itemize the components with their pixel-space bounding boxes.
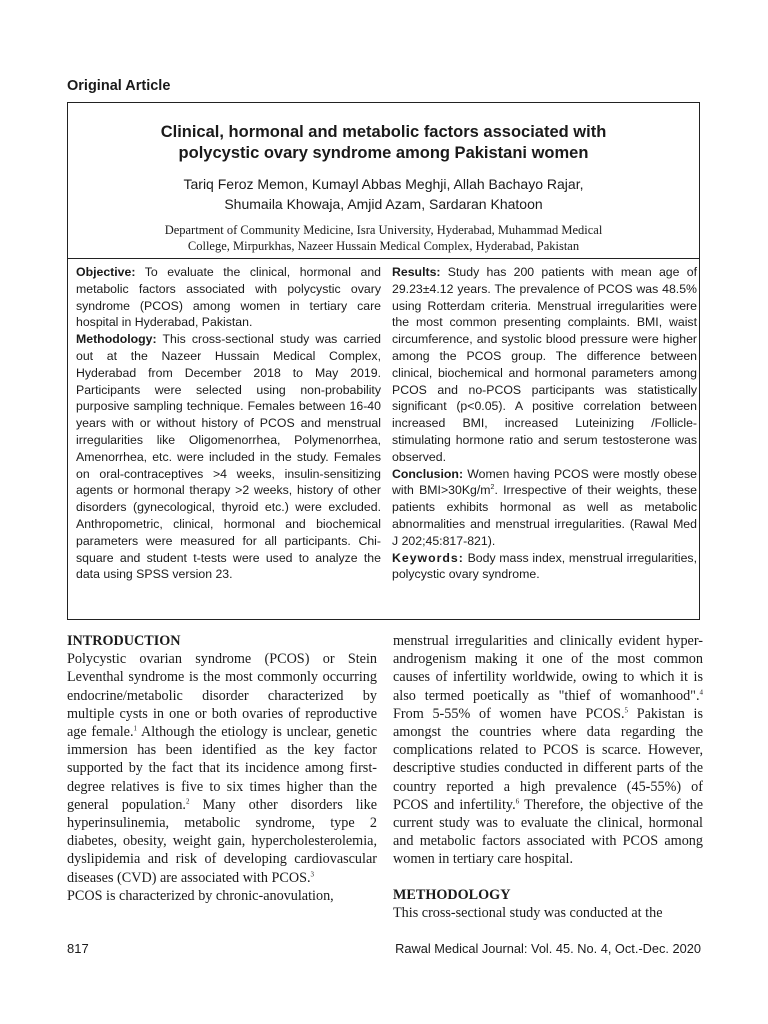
- page-number: 817: [67, 941, 89, 956]
- author-line: Tariq Feroz Memon, Kumayl Abbas Meghji, Allah Bachayo Rajar,: [183, 176, 584, 192]
- conclusion-label: Conclusion:: [392, 466, 464, 481]
- citation-ref: 4: [699, 687, 703, 696]
- citation-ref: 1: [133, 724, 138, 733]
- abstract-methodology: [76, 331, 381, 583]
- abstract-right-column: [392, 264, 697, 583]
- abstract-box: [67, 259, 700, 620]
- article-header-box: [67, 102, 700, 259]
- introduction-heading: INTRODUCTION: [67, 633, 181, 649]
- conclusion-text-cont: . Irrespective of their weights, these patients exhibits hormonal as well as metabolic abnormalities and menstrual irregularities. (Rawal Med J 202;45:817-821).: [392, 483, 697, 548]
- article-type-label: Original Article: [67, 78, 171, 94]
- affiliation: [68, 222, 699, 254]
- article-title: [68, 122, 699, 164]
- abstract-left-column: [76, 264, 381, 583]
- methodology-text: This cross-sectional study was carried out at the Nazeer Hussain Medical Complex, Hyderabad from December 2018 to May 2019. Participants were selected using non-probability purposive sampling technique. Females between 16-40 years with or without history of PCOS and menstrual irregularities like Oligomenorrhea, Polymenorrhea, Amenorrhea, etc. were included in the study. Females on oral-contraceptives >4 weeks, insulin-sensitizing agents or hormonal therapy >2 weeks, history of other disorders (gynecological, thyroid etc.) were excluded. Anthropometric, clinical, hormonal and biochemical parameters were measured for all participants. Chi-square and student t-tests were used to analyze the data using SPSS version 23.: [76, 332, 381, 582]
- author-list: [68, 174, 699, 214]
- text-run: Many other disorders like hyperinsulinemia, metabolic syndrome, type 2 diabetes, obesity, weight gain, hypercholesterolemia, dyslipidemia and risk of developing cardiovascular diseases (CVD) are associated with PCOS.: [67, 796, 377, 886]
- citation-ref: 6: [515, 797, 520, 806]
- objective-label: Objective:: [76, 265, 136, 279]
- keywords-label: Keywords:: [392, 550, 464, 565]
- abstract-conclusion: [392, 466, 697, 550]
- introduction-paragraph: [67, 650, 377, 887]
- methodology-label: Methodology:: [76, 332, 157, 347]
- introduction-paragraph: PCOS is characterized by chronic-anovulation,: [67, 887, 334, 904]
- journal-reference: Rawal Medical Journal: Vol. 45. No. 4, Oct.-Dec. 2020: [395, 941, 701, 956]
- body-right-column: [393, 632, 703, 922]
- body-left-column: [67, 632, 377, 905]
- text-run: From 5-55% of women have PCOS.: [393, 705, 625, 722]
- text-run: Polycystic ovarian syndrome (PCOS) or Stein Leventhal syndrome is the most commonly occurring endocrine/metabolic disorder characterized by multiple cysts in one or both ovaries of reproductive age female.: [67, 651, 377, 741]
- methodology-paragraph: This cross-sectional study was conducted at the: [393, 904, 663, 921]
- abstract-objective: [76, 264, 381, 331]
- objective-text: To evaluate the clinical, hormonal and metabolic factors associated with polycystic ovary syndrome (PCOS) among women in tertiary care hospital in Hyderabad, Pakistan.: [76, 265, 381, 330]
- text-run: menstrual irregularities and clinically evident hyper-androgenism making it one of the most common causes of infertility worldwide, owing to which it is also termed poetically as "thief of womanhood".: [393, 633, 703, 704]
- citation-ref: 5: [624, 706, 629, 715]
- introduction-paragraph: [393, 632, 703, 869]
- conclusion-text: Women having PCOS were mostly obese with BMI>30Kg/m: [392, 466, 697, 498]
- author-line: Shumaila Khowaja, Amjid Azam, Sardaran Khatoon: [224, 196, 543, 212]
- superscript: 2: [490, 484, 495, 492]
- affiliation-line: College, Mirpurkhas, Nazeer Hussain Medical Complex, Hyderabad, Pakistan: [187, 239, 580, 253]
- methodology-heading: METHODOLOGY: [393, 886, 511, 903]
- text-run: Therefore, the objective of the current study was to evaluate the clinical, hormonal and metabolic factors associated with PCOS among women in tertiary care hospital.: [393, 796, 703, 868]
- keywords-text: Body mass index, menstrual irregularities, polycystic ovary syndrome.: [392, 550, 697, 582]
- citation-ref: 2: [185, 797, 190, 806]
- citation-ref: 3: [310, 869, 315, 878]
- text-run: Although the etiology is unclear, genetic immersion has been identified as the key factor supported by the fact that its incidence among first-degree relatives is five to six times higher than the general population.: [67, 724, 378, 813]
- results-text: Study has 200 patients with mean age of 29.23±4.12 years. The prevalence of PCOS was 48.5% using Rotterdam criteria. Menstrual irregularities were the most common presenting complaints. BMI, waist circumference, and systolic blood pressure were higher among the PCOS group. The difference between clinical, biochemical and hormonal parameters among PCOS and no-PCOS participants was statistically significant (p<0.05). A positive correlation between increased BMI, increased Luteinizing /Follicle-stimulating hormone ratio and serum testosterone was observed.: [392, 265, 697, 464]
- abstract-results: [392, 264, 697, 466]
- results-label: Results:: [392, 265, 441, 279]
- abstract-keywords: [392, 550, 697, 584]
- title-line: Clinical, hormonal and metabolic factors associated with: [160, 123, 607, 141]
- affiliation-line: Department of Community Medicine, Isra University, Hyderabad, Muhammad Medical: [164, 223, 603, 237]
- text-run: Pakistan is amongst the countries where data regarding the complications related to PCOS is scarce. However, descriptive studies conducted in different parts of the country reported a high prevalence (45-55%) of PCOS and infertility.: [393, 705, 703, 813]
- title-line: polycystic ovary syndrome among Pakistani women: [178, 144, 589, 162]
